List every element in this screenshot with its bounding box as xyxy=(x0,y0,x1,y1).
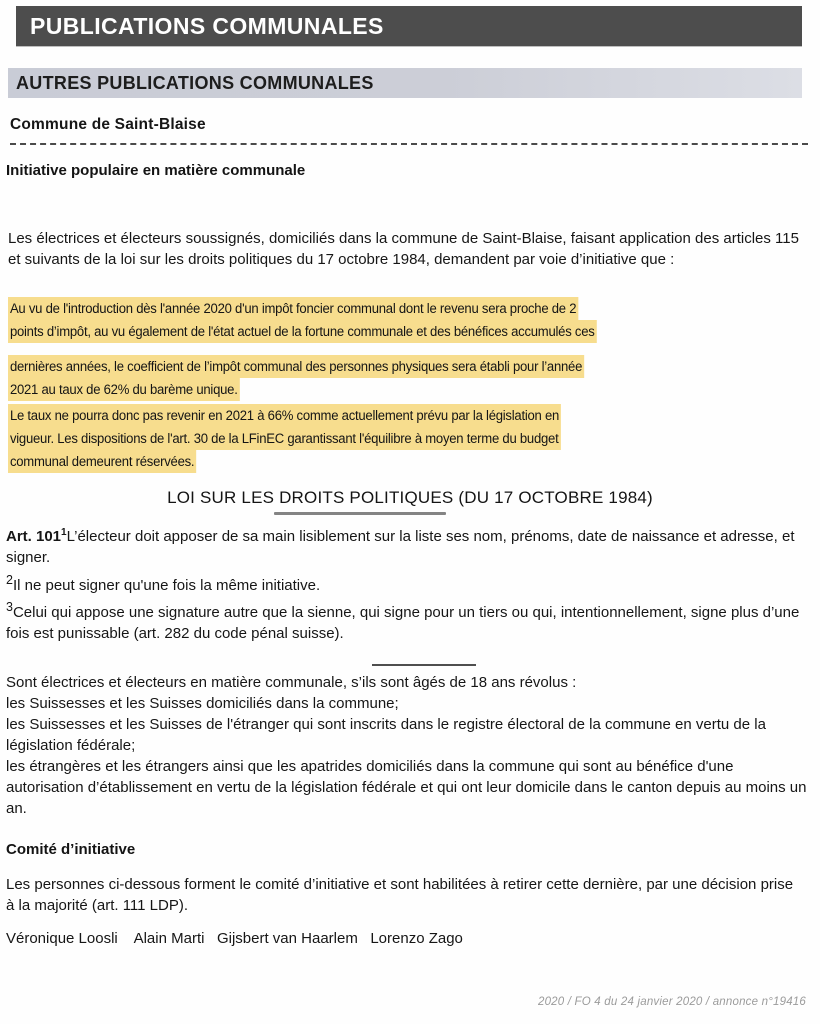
electors-block xyxy=(6,672,812,819)
article-text-2: Il ne peut signer qu'une fois la même initiative. xyxy=(12,577,321,594)
article-text-3: Celui qui appose une signature autre que la sienne, qui signe pour un tiers ou qui, intentionnellement, signe plus d’une fois est punissable (art. 282 du code pénal suisse). xyxy=(6,604,800,642)
electors-line: Sont électrices et électeurs en matière communale, s’ils sont âgés de 18 ans révolus : xyxy=(6,674,577,691)
article-text-1: L’électeur doit apposer de sa main lisiblement sur la liste ses nom, prénoms, date de naissance et adresse, et signer. xyxy=(6,528,795,566)
highlight-line: Au vu de l'introduction dès l'année 2020 d'un impôt foncier communal dont le revenu sera proche de 2 xyxy=(8,297,578,320)
highlight-line: Le taux ne pourra donc pas revenir en 2021 à 66% comme actuellement prévu par la législation en xyxy=(8,404,561,427)
section-title: Initiative populaire en matière communale xyxy=(6,162,306,179)
sub-banner-title: AUTRES PUBLICATIONS COMMUNALES xyxy=(16,72,374,93)
highlight-line: dernières années, le coefficient de l’impôt communal des personnes physiques sera établi pour l’année xyxy=(8,355,584,378)
main-banner-title: PUBLICATIONS COMMUNALES xyxy=(30,12,384,39)
committee-paragraph: Les personnes ci-dessous forment le comité d’initiative et sont habilitées à retirer cette dernière, par une décision prise à la majorité (art. 111 LDP). xyxy=(6,876,794,914)
footer-reference: 2020 / FO 4 du 24 janvier 2020 / annonce n°19416 xyxy=(537,996,806,1008)
footnote-marker-2: 2 xyxy=(6,573,13,587)
law-heading: LOI SUR LES DROITS POLITIQUES (DU 17 OCTOBRE 1984) xyxy=(167,488,653,507)
short-divider xyxy=(372,664,476,666)
commune-title: Commune de Saint-Blaise xyxy=(10,116,206,133)
footnote-marker-1: 1 xyxy=(61,527,67,538)
article-101-paragraph xyxy=(6,522,806,568)
article-label: Art. 101 xyxy=(6,528,62,545)
intro-paragraph: Les électrices et électeurs soussignés, domiciliés dans la commune de Saint-Blaise, faisant application des articles 115 et suivants de la loi sur les droits politiques du 17 octobre 1984, demandent par voie d’initiative que : xyxy=(8,230,799,268)
sub-banner xyxy=(8,68,802,98)
highlight-line: communal demeurent réservées. xyxy=(8,450,196,473)
highlighted-paragraph-1 xyxy=(8,297,784,343)
article-101-paragraph-3 xyxy=(6,597,806,644)
highlight-line: vigueur. Les dispositions de l'art. 30 de la LFinEC garantissant l'équilibre à moyen terme du budget xyxy=(8,427,560,450)
main-banner xyxy=(16,6,802,46)
electors-line: les étrangères et les étrangers ainsi que les apatrides domiciliés dans la commune qui sont au bénéfice d'une autorisation d’établissement en vertu de la législation fédérale et qui ont leur domicile dans le canton depuis au moins un an. xyxy=(6,758,807,817)
highlight-line: points d’impôt, au vu également de l'état actuel de la fortune communale et des bénéfices accumulés ces xyxy=(8,320,597,343)
electors-line: les Suissesses et les Suisses de l'étranger qui sont inscrits dans le registre électoral de la commune en vertu de la législation fédérale; xyxy=(6,716,766,754)
committee-title: Comité d’initiative xyxy=(6,841,136,858)
highlighted-paragraph-2 xyxy=(8,355,784,401)
electors-line: les Suissesses et les Suisses domiciliés dans la commune; xyxy=(6,695,399,712)
highlighted-paragraph-3 xyxy=(8,404,784,473)
pen-underline-mark xyxy=(274,512,446,515)
dashed-divider xyxy=(10,143,808,145)
committee-names: Véronique Loosli Alain Marti Gijsbert van Haarlem Lorenzo Zago xyxy=(6,930,463,947)
article-101-paragraph-2 xyxy=(6,570,806,596)
footnote-marker-3: 3 xyxy=(6,600,13,614)
highlight-line: 2021 au taux de 62% du barème unique. xyxy=(8,378,240,401)
